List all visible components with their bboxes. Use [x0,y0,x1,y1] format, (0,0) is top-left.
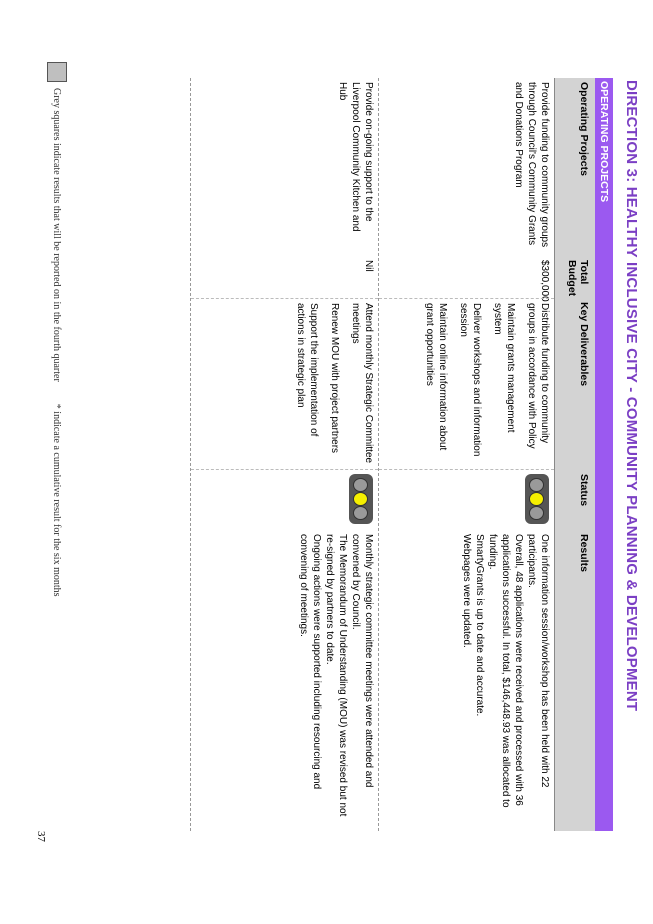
deliverable-item: Distribute funding to community groups in accordance with Policy [526,303,550,449]
operating-projects-table [190,78,613,831]
budget-cell: Nil [363,260,374,272]
status-cell [191,470,378,530]
result-item: The Memorandum of Understanding (MOU) was revised but not re-signed by partners to date. [324,534,348,817]
amber-light-icon [530,492,545,506]
result-item: Monthly strategic committee meetings were attended and convened by Council. [350,534,374,788]
traffic-light-icon [525,474,549,524]
green-light-icon [354,506,369,520]
project-cell: Provide funding to community groups through Council's Community Grants and Donations Program [513,82,550,248]
deliverable-item: Maintain grants management system [492,303,516,433]
deliverable-item: Maintain online information about grant opportunities [424,303,448,451]
deliverable-item: Deliver workshops and information session [458,303,482,457]
header-status: Status [578,474,590,507]
result-item: Webpages were updated. [461,534,472,648]
cumulative-note: * indicate a cumulative result for the six months [51,403,63,597]
table-row [378,78,554,831]
result-item: One information session/workshop has been held with 22 participants. [526,534,550,788]
page-number: 37 [35,831,47,842]
deliverable-item: Attend monthly Strategic Committee meetings [350,303,374,464]
budget-cell: $300,000 [539,260,550,302]
header-key-deliverables: Key Deliverables [578,302,590,387]
red-light-icon [530,478,545,492]
results-cell [379,530,554,831]
deliverables-cell [379,298,554,470]
header-operating-projects: Operating Projects [578,82,590,176]
direction-heading: DIRECTION 3: HEALTHY INCLUSIVE CITY - COMMUNITY PLANNING & DEVELOPMENT [623,80,640,712]
results-cell [191,530,378,831]
grey-squares-note: Grey squares indicate results that will be reported on in the fourth quarter [51,88,63,382]
status-cell [379,470,554,530]
result-item: Overall, 48 applications were received and processed with 36 applications successful. In total, $146,448.93 was allocated to funding. [487,534,524,808]
result-item: Ongoing actions were supported including resourcing and convening of meetings. [298,534,322,790]
project-cell: Provide on-going support to the Liverpool Community Kitchen and Hub [337,82,374,232]
deliverable-item: Support the implementation of actions in strategic plan [295,303,319,437]
amber-light-icon [354,492,369,506]
footer-legend [47,62,67,822]
deliverable-item: Renew MOU with project partners [329,303,340,454]
header-total-budget: Total Budget [566,260,590,297]
red-light-icon [354,478,369,492]
section-bar: OPERATING PROJECTS [595,78,613,831]
deliverables-cell [191,298,378,470]
green-light-icon [530,506,545,520]
table-row [190,78,378,831]
grey-square-icon [47,62,67,82]
traffic-light-icon [349,474,373,524]
table-header [554,78,595,831]
result-item: SmartyGrants is up to date and accurate. [474,534,485,717]
header-results: Results [578,534,590,572]
